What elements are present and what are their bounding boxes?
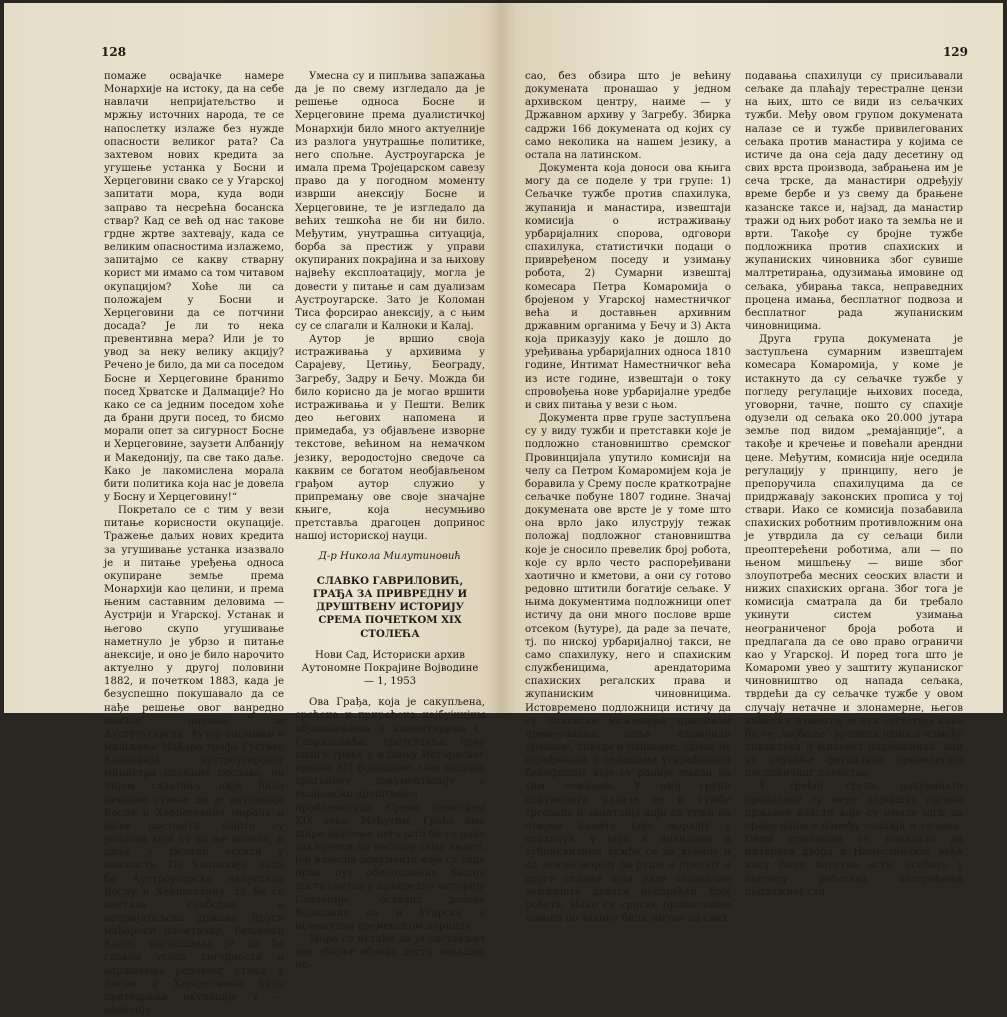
paragraph: Документа прве групе заступљена су у виду тужби и претставки које је подложно становништво сремског Провинцијала упутило комисији на челу са Петром Комаромијем која је боравила у Срему после краткотрајне сељачке побуне 1807 године. Значај докумената ове врсте је у томе што она врло јако илуструју тежак положај подложног становништва које је сносило превелик број робота, које су врло често распоређивани хаотично и кметови, а они су готово редовно штитили богатије сељаке. У њима документима подложници опет истичу да они много послове врше отсеком (ћутуре), да раде за печате, тј. по ниској урбаријалној такси, не само спахилуку, него и спахиским службеницима, арендаторима спахиских регалских права и жупаниским чиновницима. Истовремено подложници истичу да су спахиски инжењери приликом премеравања поља издвојили оранице, ливаде и пашњаке, одмах их ограђивали и сељацима ускраћивали бенефиције које су раније имали на тим земљама. У овој групи докумената налазе се и тужбе трговаца и занатлија који се тужи на отвомо намете које моралју у спахилук, у који и инвилини и субинквилини тужбе се да кућице и од земље морају да руше и предају и друге сељаке који раде сезонално земљиште давати неодређен број робота. Иако су српске православне повода по закону били имуне од свих — [525, 413, 731, 924]
book-spread — [4, 3, 1003, 1017]
review-publication: Нови Сад, Историски архив Аутономне Покрајине Војводине — 1, 1953 — [301, 649, 479, 688]
text-column — [525, 70, 731, 925]
paragraph: Умесна су и пипљива запажања да је по свему изгледало да је решење односа Босне и Херцеговине према дуалистичкој Монархији било много актуелније из разлога унутрашње политике, него спољне. Аустроугарска је имала према Тројецарском савезу право да у погодном моменту изврши анексију Босне и Херцеговине, те је изгледало да већих тешкоћа не би ни било. Међутим, унутрашња ситуација, борба за престиж у управи окупираних покрајина и за њихову највећу експлоатацију, могла је довести у питање и сам дуализам Аустроугарске. Зато је Коломан Тиса форсирао анексију, а с њим су се слагали и Калноки и Калај. — [295, 71, 485, 332]
paragraph: помаже освајачке намере Монархије на истоку, да на себе навлачи непријатељство и мржњу источних народа, те се напослетку излаже без нужде опасности великог рата? Са захтевом нових кредита за угушење устанка у Босни и Херцеговини свако се у Угарској запитати мора, куда води заправо та несрећна босанска ствар? Кад се већ од нас такове грдне жртве захтевају, када се великим опасностима излажемо, запитајмо се какву стварну корист ми имамо са том читавом окупацијом? Хоће ли са положајем у Босни и Херцеговини да се потчини досада? Је ли то нека превентивна мера? Или је то увод за неку велику акцију? Речено је било, да ми са поседом Босне и Херцеговине браниmo посед Хрватске и Далмације? Но како се са једним поседом хоће да брани други посед, то бисмо морали опет за сигурност Босне и Херцеговине, заузети Албанију и Македонију, па све тако даље. Како је лакомислена морала бити политика која нас је довела у Босну и Херцеговину!“ — [104, 71, 284, 503]
page-number: 128 — [101, 45, 127, 59]
author-signature: Д-р Никола Милутиновић — [318, 550, 461, 562]
text-column — [745, 70, 963, 899]
paragraph: Друга група докумената је заступљена сумарним извештајем комесара Комаромија, у коме је истакнуто да су сељачке тужбе у погледу регулације њихових поседа, уговорни, тачне, пошто су спахије одузели од сељака око 20.000 јутара земље под видом „ремајанције“, а такође и кречење и повећали арендни цене. Међутим, комисија није оседила регулацију у принципу, него је препоручила спахилуцима да се придржавају законских прописа у тој ствари. Иако се комисија позабавила спахиских роботним противложним она је утврдила да су сељаци били преоптерећени роботима, али — по њеном мишљењу — више због злоупотреба месних сеоских власти и нижих спахиских органа. Због тога је комисија сматрала да би требало укинути систем узимања неограниченог броја робота и предлагала да се ово право ограничи као у Угарској. И поред тога што је Комароми увео у заштиту жупаниског чиновништво од напада сељака, тврдећи да су сељачке тужбе у овом случају нетачне и злонамерне, његов комиски извештај је пун сугестија како би се „најбоље“ уредили односи између спахилука и њихових подложника, али уз очување феудалних привилегија поседничког племства. — [745, 334, 963, 780]
paragraph: У трећој групи докумената приказане су мере највиших органа државне власти које су имале циљ да среде односе између спахија и сељака. Овом приликом се показало да интереси двора и Наместничког већа нису били потпуно исти, особито у погледу роботних оптерећења подложног ста- — [745, 781, 963, 898]
page-number: 129 — [942, 45, 968, 59]
review-title: СЛАВКО ГАВРИЛОВИЋ, ГРАЂА ЗА ПРИВРЕДНУ И ДРУШТВЕНУ ИСТОРИЈУ СРЕМА ПОЧЕТКОМ XIX СТОЛЕЋА — [312, 574, 468, 640]
paragraph: сао, без обзира што је већину докумената пронашао у једном архивском центру, наиме — у Државном архиву у Загребу. Збирка садржи 166 докумената од којих су само неколика на нашем језику, а остала на латинском. — [525, 71, 731, 161]
left-page — [4, 3, 502, 1017]
right-page — [502, 3, 1003, 924]
paragraph: Мора се истаћи да је састављач ове збирке обавио доста замашан по- — [295, 934, 485, 972]
paragraph: Покретало се с тим у вези питање корисности окупације. Тражење даљих нових кредита за угушивање устанка изазвало је и питање уређења односа окупиране земље према Монархији као целини, и према њеним саставним деловима — Аустрији и Угарској. Устанак и његово скупо угушивање наметнуло је убрзо и питање анексије, и оно је било нарочито актуелно у другој половини 1882, и почетком 1883, када је безуспешно покушавало да се нађе решење овог ванредно важног питања за Аустроугарску. Аутор спомиње и мишљење Мађара трофа Густава Калнокија, аустроугарског министра спољних послова, по чијем схватању није било никакве сумње да је окупација Босне и Херцеговине морала и даље постојати, пошто су разлози који су до ње довели, и даље у целини остали у важности. По Калнокију, када би Аустроугарска напустила Босну и Херцеговину, ту би се настала слободна и непријатељска држава. Други мађарски политичар, Бењамин Калај, наглашавао је да би главни услов сигурности и одржавања редовног стања у Босни и Херцеговини било претварање окупације у — анексију. — [104, 505, 284, 1017]
paragraph: подавања спахилуци су присиљавали сељаке да плаћају терестралне цензи на њих, што се види из сељачких тужби. Међу овом групом докумената налазе се и тужбе привилегованих сељака против манастира у којима се истиче да она сеја даду десетину од свих врста производа, забрањена им је сеча трске, да манастири одређују време бербе и уз свему да брањене казанске таксе и, најзад, да манастир тражи од њих робот иако та земља не и врти. Такође су бројне тужбе подложника против спахиских и жупаниских чиновника због сувише малтретирања, одузимања имовине од сељака, убирања такса, неправедних процена имања, бесплатног подвоза и бесплатног рада жупаниским чиновницима. — [745, 71, 963, 332]
paragraph: Аутор је вршио своја истраживања у архивима у Сарајеву, Цетињу, Београду, Загребу, Задру и Бечу. Можда би било корисно да је могао вршити истраживања и у Пешти. Велик део његових напомена и примедаба, уз објављене изворне текстове, већином на немачком језику, веродостојно сведоче са каквим се богатом необјављеном грађом аутор служио у припремању ове своје значајне књиге, која несумњиво претставља драгоцен допринос нашој историској науци. — [295, 334, 485, 543]
text-column — [295, 70, 485, 973]
paragraph: Документа која доноси ова књига могу да се поделе у три групе: 1) Сељачке тужбе против спахилука, жупанија и манастира, извештаји комисија о истраживању урбаријалних спорова, одговори спахилука, статистички подаци о привређеном поседу и узимању робота, 2) Сумарни извештај комесара Петра Комаромија о бројеном у Угарској наместничког већа и доставњен архивним државним органима у Бечу и 3) Акта која приказују како је дошло до уређивања урбаријалних односа 1810 године, Интимат Наместничког већа из исте године, извештаји о току спровођења нове урбаријалне уредбе и свих питања у вези с њом. — [525, 163, 731, 411]
text-column — [104, 70, 284, 1017]
paragraph: Ова Грађа, која је сакупљена, сређена и приређена најбујнијим објашњењима и коментарима С. Гавриловића, претставља прву књигу грађе у издању Историског архива АП Војводине. Она садржи драгоцену документацију о економско-друштвеној проблематици Срема почетком XIX века. Међутим, Грађа има шире значење него што би се дало закључити по наслову саме књиге, јер извесна документа која су овде први пут обелодањена бацају доста светла у привредну историју Славоније, осталих делова Војводине па и Угарске у поменутом временском периоду. — [295, 697, 485, 932]
